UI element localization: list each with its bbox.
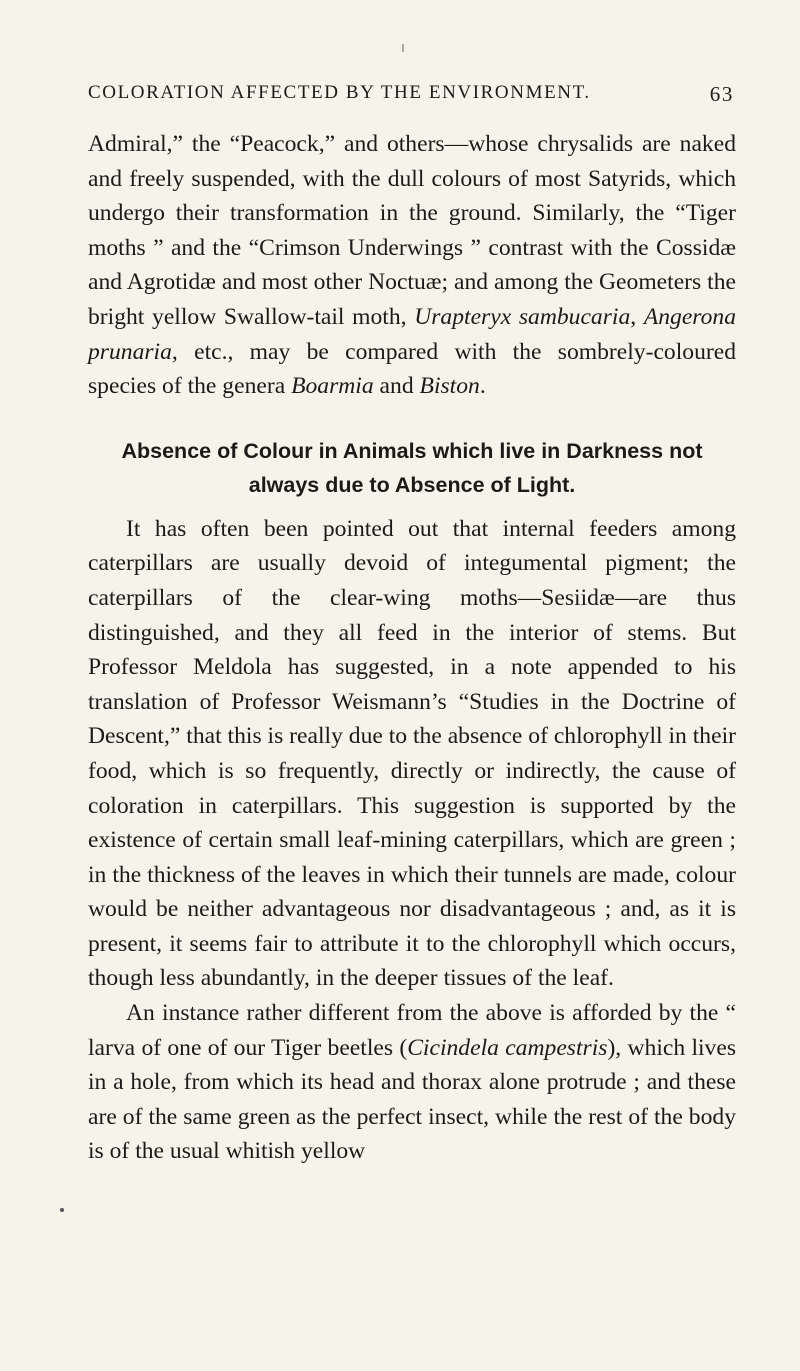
page-number: 63 bbox=[709, 82, 734, 106]
species-name: Urapteryx sambucaria bbox=[414, 303, 631, 330]
paragraph: It has often been pointed out that internal feeders among caterpillars are usually devoid of integumental pigment; the caterpillars of the clear-wing moths—Sesiidæ—are thus distinguished, and they all feed in the interior of stems. But Professor Meldola has suggested, in a note appended to his translation of Professor Weismann’s “Studies in the Doctrine of Descent,” that this is really due to the absence of chlorophyll in their food, which is so frequently, directly or indirectly, the cause of coloration in caterpillars. This suggestion is supported by the existence of certain small leaf-mining caterpillars, which are green ; in the thickness of the leaves in which their tunnels are made, colour would be neither advantageous nor disadvantageous ; and, as it is present, it seems fair to attribute it to the chlorophyll which occurs, though less abundantly, in the deeper tissues of the leaf. bbox=[88, 515, 736, 992]
running-title: COLORATION AFFECTED BY THE ENVIRONMENT. bbox=[88, 82, 591, 103]
paragraph-continued bbox=[88, 127, 736, 404]
species-name: Angerona prunaria bbox=[88, 303, 736, 365]
page-body bbox=[88, 127, 736, 1169]
text-run: , etc., may be compared with the sombrely-coloured species of the genera bbox=[88, 338, 736, 400]
paragraph bbox=[88, 996, 736, 1169]
text-run: . bbox=[479, 373, 486, 400]
species-name: Cicindela campestris bbox=[407, 1034, 608, 1061]
genus-name: Boarmia bbox=[291, 373, 374, 400]
text-run: ), which lives in a hole, from which its head and thorax alone protrude ; and these are of the same green as the perfect insect, while the rest of the body is of the usual whitish yellow bbox=[88, 1034, 737, 1165]
genus-name: Biston bbox=[419, 373, 480, 400]
ink-speck bbox=[402, 44, 404, 52]
text-run: Admiral,” the “Peacock,” and others—whose chrysalids are naked and freely suspended, with the dull colours of most Satyrids, which undergo their transformation in the ground. Similarly, the “Tiger moths ” and the “Crimson Underwings ” contrast with the Cossidæ and Agrotidæ and most other Noctuæ; and among the Geometers the bright yellow Swallow-tail moth, bbox=[88, 131, 736, 330]
page-header bbox=[88, 82, 734, 108]
margin-mark bbox=[60, 1208, 64, 1212]
section-heading: Absence of Colour in Animals which live in Darkness not always due to Absence of Light. bbox=[121, 438, 703, 497]
text-run: , bbox=[630, 303, 644, 330]
text-run: An instance rather different from the above is afforded by the “ larva of one of our Tiger beetles ( bbox=[88, 1000, 736, 1061]
text-run: and bbox=[373, 373, 420, 400]
